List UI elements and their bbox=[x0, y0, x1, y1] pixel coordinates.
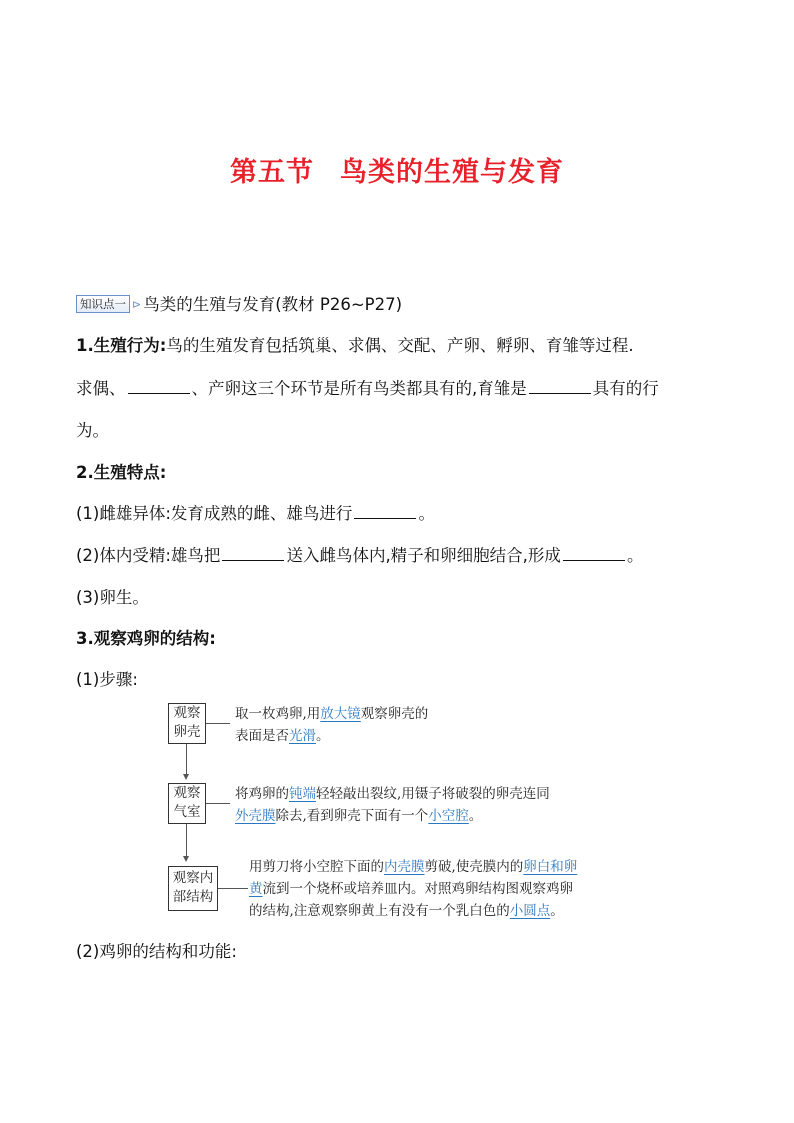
connector-line bbox=[218, 888, 248, 889]
play-arrow-icon: ⊳ bbox=[132, 298, 142, 311]
flow-arrow bbox=[186, 744, 187, 774]
answer-keyword: 外壳膜 bbox=[235, 808, 276, 824]
flow-box-observe-internal bbox=[168, 866, 218, 911]
answer-keyword: 卵白和卵 bbox=[523, 859, 578, 875]
s2-label: 2.生殖特点: bbox=[76, 463, 167, 482]
connector-line bbox=[206, 803, 230, 804]
flow-step-3-text: 用剪刀将小空腔下面的内壳膜剪破,使壳膜内的卵白和卵 黄流到一个烧杯或培养皿内。对照鸡卵结构图观察鸡卵 的结构,注意观察卵黄上有没有一个乳白色的小圆点。 bbox=[249, 859, 578, 919]
page-title bbox=[0, 150, 794, 189]
title-section-name: 鸟类的生殖与发育 bbox=[340, 157, 564, 188]
flow-box-observe-shell bbox=[168, 703, 206, 744]
s3-label: 3.观察鸡卵的结构: bbox=[76, 629, 216, 648]
arrow-down-icon bbox=[183, 774, 189, 780]
flow-box-text: 卵壳 bbox=[173, 724, 201, 740]
s2-text: 送入雌鸟体内,精子和卵细胞结合,形成 bbox=[286, 546, 561, 565]
s1-text: 具有的行 bbox=[592, 379, 659, 398]
fill-blank[interactable] bbox=[354, 502, 416, 519]
flow-box-text: 观察内 bbox=[172, 870, 214, 886]
s1-line-1 bbox=[76, 334, 634, 358]
flow-box-text: 气室 bbox=[173, 804, 201, 820]
fill-blank[interactable] bbox=[128, 377, 190, 394]
s1-line-2 bbox=[76, 377, 659, 401]
answer-keyword: 放大镜 bbox=[320, 706, 361, 722]
answer-keyword: 光滑 bbox=[289, 728, 316, 744]
knowledge-point-tag: 知识点一 bbox=[76, 295, 130, 313]
flow-box-text: 部结构 bbox=[172, 889, 214, 905]
s1-text: 、产卵这三个环节是所有鸟类都具有的,育雏是 bbox=[191, 379, 527, 398]
s1-text: 求偶、 bbox=[76, 379, 126, 398]
s2-text: 。 bbox=[418, 504, 435, 523]
answer-keyword: 钝端 bbox=[289, 786, 316, 802]
connector-line bbox=[206, 723, 230, 724]
s1-label: 1.生殖行为: bbox=[76, 336, 167, 355]
answer-keyword: 黄 bbox=[249, 881, 263, 897]
flow-box-text: 观察 bbox=[173, 705, 201, 721]
answer-keyword: 小圆点 bbox=[509, 903, 551, 919]
answer-keyword: 内壳膜 bbox=[384, 859, 425, 875]
knowledge-point-heading bbox=[76, 293, 402, 317]
s1-text: 鸟的生殖发育包括筑巢、求偶、交配、产卵、孵卵、育雏等过程. bbox=[166, 336, 634, 355]
fill-blank[interactable] bbox=[222, 544, 284, 561]
s2-text: (1)雌雄异体:发育成熟的雌、雄鸟进行 bbox=[76, 504, 353, 523]
s2-item-2 bbox=[76, 544, 643, 568]
flow-step-2-text: 将鸡卵的钝端轻轻敲出裂纹,用镊子将破裂的卵壳连同 外壳膜除去,看到卵壳下面有一个小空腔。 bbox=[235, 786, 550, 824]
flow-step-1-text: 取一枚鸡卵,用放大镜观察卵壳的 表面是否光滑。 bbox=[235, 706, 429, 744]
s2-item-1 bbox=[76, 502, 435, 526]
arrow-down-icon bbox=[183, 856, 189, 862]
knowledge-point-title: 鸟类的生殖与发育(教材 P26~P27) bbox=[143, 295, 403, 314]
flow-arrow bbox=[186, 824, 187, 856]
s1-text: 为。 bbox=[76, 421, 109, 440]
title-section-number: 第五节 bbox=[230, 157, 314, 188]
flow-box-observe-air-cell bbox=[168, 783, 206, 824]
fill-blank[interactable] bbox=[529, 377, 591, 394]
answer-keyword: 小空腔 bbox=[428, 808, 469, 824]
s2-text: 。 bbox=[626, 546, 644, 565]
s2-text: (2)体内受精:雄鸟把 bbox=[76, 546, 221, 565]
flow-box-text: 观察 bbox=[173, 785, 201, 801]
s2-item-3: (3)卵生。 bbox=[76, 588, 149, 607]
fill-blank[interactable] bbox=[563, 544, 625, 561]
steps-label: (1)步骤: bbox=[76, 670, 138, 689]
s1-line-3 bbox=[76, 419, 109, 443]
structure-label: (2)鸡卵的结构和功能: bbox=[76, 942, 237, 961]
